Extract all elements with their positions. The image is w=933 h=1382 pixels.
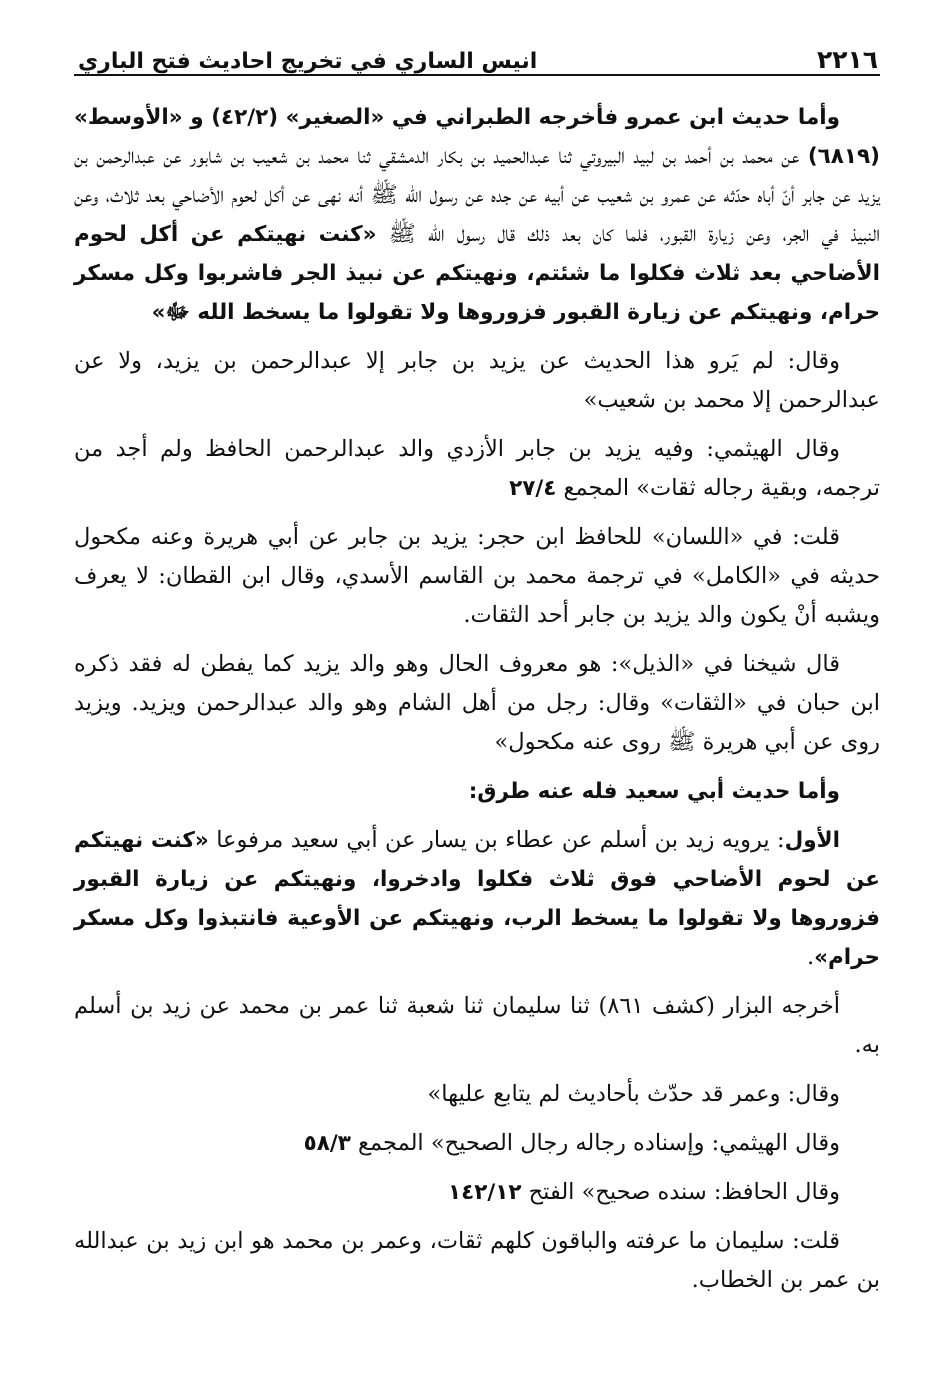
bold-text-segment: «كنت نهيتكم عن أكل لحوم الأضاحي بعد ثلاث فكلوا ما شئتم، ونهيتكم عن نبيذ الجر فاشربوا وكل مسكر حرام، ونهيتكم عن زيارة القبور فزوروها ولا تقولوا ما يسخط الله ﷻ» xyxy=(74,222,880,325)
paragraph xyxy=(74,98,880,332)
text-segment: . xyxy=(806,944,815,970)
text-segment: أخرجه البزار (كشف ٨٦١) ثنا سليمان ثنا شعبة ثنا عمر بن محمد عن زيد بن أسلم به. xyxy=(74,993,880,1058)
text-segment: وقال: لم يَرو هذا الحديث عن يزيد بن جابر إلا عبدالرحمن بن يزيد، ولا عن عبدالرحمن إلا محمد بن شعيب» xyxy=(74,348,880,413)
bold-text-segment: «كنت نهيتكم عن لحوم الأضاحي فوق ثلاث فكلوا وادخروا، ونهيتكم عن زيارة القبور فزوروها ولا تقولوا ما يسخط الرب، ونهيتكم عن الأوعية فانتبذوا وكل مسكر حرام» xyxy=(74,828,880,970)
paragraph xyxy=(74,1124,880,1163)
book-page xyxy=(74,38,880,1310)
bold-text-segment: الأول xyxy=(784,828,840,853)
text-segment: وقال الهيثمي: وفيه يزيد بن جابر الأزدي والد عبدالرحمن الحافظ ولم أجد من ترجمه، وبقية رجاله ثقات» المجمع xyxy=(74,436,880,501)
page-body xyxy=(74,98,880,1300)
text-segment: قلت: سليمان ما عرفته والباقون كلهم ثقات، وعمر بن محمد هو ابن زيد بن عبدالله بن عمر بن الخطاب. xyxy=(74,1228,880,1293)
page-number: ٢٢١٦ xyxy=(816,45,878,74)
paragraph xyxy=(74,1173,880,1212)
bold-text-segment: ٢٧/٤ xyxy=(509,476,557,501)
bold-text-segment: ٥٨/٣ xyxy=(303,1131,351,1156)
text-segment: وقال الهيثمي: وإسناده رجاله رجال الصحيح» المجمع xyxy=(350,1130,840,1156)
paragraph xyxy=(74,1222,880,1300)
text-segment: : يرويه زيد بن أسلم عن عطاء بن يسار عن أبي سعيد مرفوعا xyxy=(208,827,785,853)
text-segment: عن محمد بن أحمد بن لبيد البيروتي ثنا عبدالحميد بن بكار الدمشقي ثنا محمد بن شعيب بن شابور عن عبدالرحمن بن يزيد عن جابر أنّ أباه حدّثه عن عمرو بن شعيب عن أبيه عن جده عن رسول الله ﷺ أنه نهى عن أكل لحوم الأضاحي بعد ثلاث، وعن النبيذ في الجر، وعن زيارة القبور، فلما كان بعد ذلك قال رسول الله ﷺ xyxy=(74,143,880,247)
paragraph xyxy=(74,342,880,420)
paragraph xyxy=(74,821,880,977)
running-header xyxy=(74,38,880,76)
paragraph xyxy=(74,1075,880,1114)
text-segment: قلت: في «اللسان» للحافظ ابن حجر: يزيد بن جابر عن أبي هريرة وعنه مكحول حديثه في «الكامل» في ترجمة محمد بن القاسم الأسدي، وقال ابن القطان: لا يعرف ويشبه أنْ يكون والد يزيد بن جابر أحد الثقات. xyxy=(74,524,880,628)
paragraph xyxy=(74,645,880,762)
book-title: انيس الساري في تخريج احاديث فتح الباري xyxy=(78,49,538,74)
text-segment: وقال الحافظ: سنده صحيح» الفتح xyxy=(521,1179,840,1205)
paragraph xyxy=(74,430,880,508)
bold-text-segment: وأما حديث أبي سعيد فله عنه طرق: xyxy=(468,779,840,804)
paragraph xyxy=(74,987,880,1065)
text-segment: وقال: وعمر قد حدّث بأحاديث لم يتابع عليها» xyxy=(427,1081,840,1107)
paragraph xyxy=(74,518,880,635)
paragraph xyxy=(74,772,880,811)
bold-text-segment: ١٤٢/١٢ xyxy=(448,1180,522,1205)
text-segment: قال شيخنا في «الذيل»: هو معروف الحال وهو والد يزيد كما يفطن له فقد ذكره ابن حبان في «الثقات» وقال: رجل من أهل الشام وهو والد عبدالرحمن ويزيد. ويزيد روى عن أبي هريرة ﷺ روى عنه مكحول» xyxy=(74,651,880,755)
bold-text-segment: وأما حديث ابن عمرو فأخرجه الطبراني في «الصغير» (٤٢/٢) و «الأوسط» (٦٨١٩) xyxy=(74,105,880,169)
